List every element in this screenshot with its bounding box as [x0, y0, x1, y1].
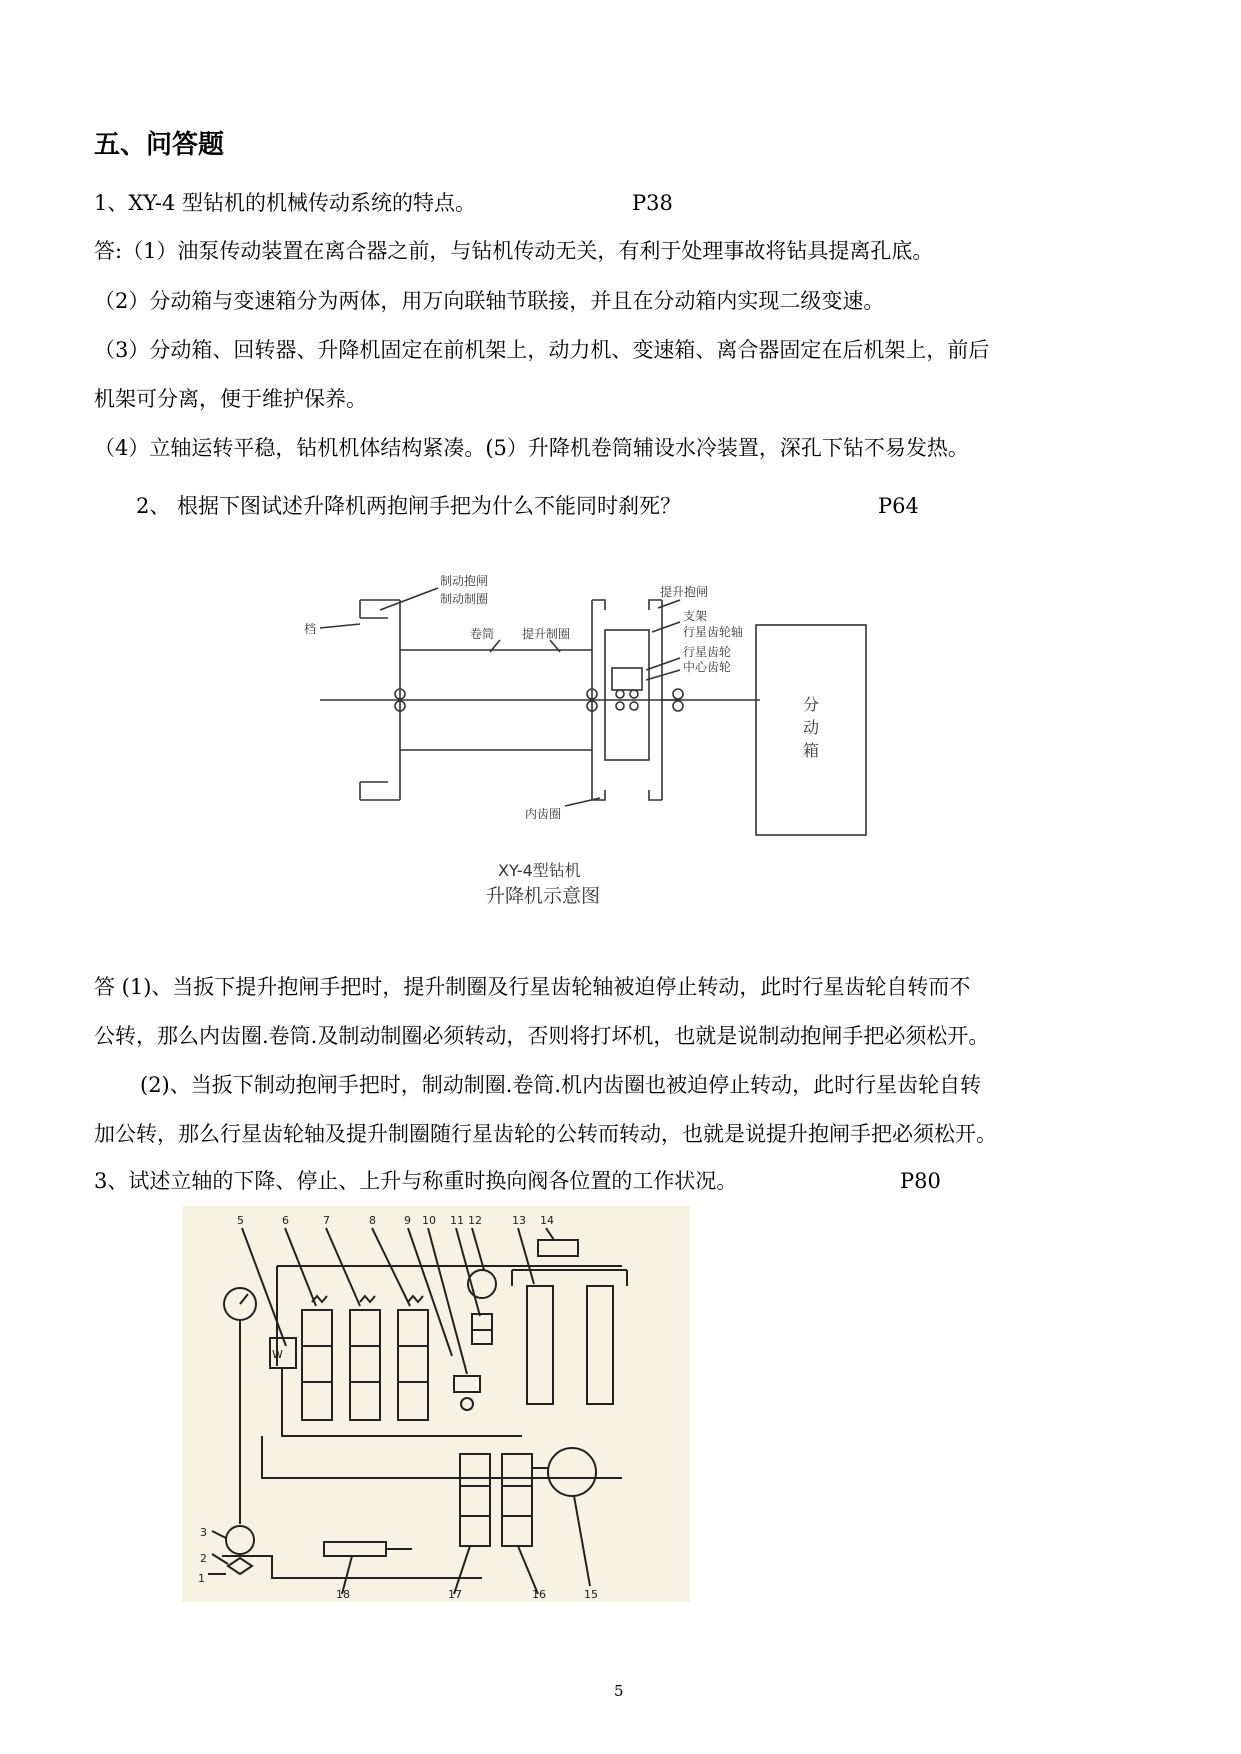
- label-lift-band: 提升抱闸: [660, 585, 709, 599]
- answer-2-point-1: 答 (1)、当扳下提升抱闸手把时，提升制圈及行星齿轮轴被迫停止转动，此时行星齿轮自转而不: [94, 975, 971, 999]
- fig2-label-9: 9: [404, 1214, 411, 1227]
- label-sun-gear: 中心齿轮: [683, 660, 732, 674]
- fig2-label-15: 15: [584, 1588, 598, 1601]
- question-2-page-ref: P64: [878, 494, 919, 518]
- fig2-label-3: 3: [200, 1526, 207, 1539]
- question-1-page-ref: P38: [632, 191, 673, 215]
- fig2-label-1: 1: [198, 1572, 205, 1585]
- question-1-title: 1、XY-4 型钻机的机械传动系统的特点。: [94, 191, 476, 215]
- fig2-label-17: 17: [448, 1588, 462, 1601]
- question-3-title: 3、试述立轴的下降、停止、上升与称重时换向阀各位置的工作状况。: [94, 1169, 738, 1193]
- label-inner-gear: 内齿圈: [525, 807, 562, 821]
- label-gearbox-1: 分: [803, 695, 820, 714]
- label-brake-ring: 制动制圈: [440, 592, 489, 606]
- label-drum: 卷筒: [470, 627, 495, 641]
- fig2-label-11: 11: [450, 1214, 464, 1227]
- answer-1-point-3-cont: 机架可分离，便于维护保养。: [94, 387, 367, 411]
- fig2-label-2: 2: [200, 1552, 207, 1565]
- answer-1-point-1: 答:（1）油泵传动装置在离合器之前，与钻机传动无关，有利于处理事故将钻具提离孔底。: [94, 239, 934, 263]
- answer-1-point-3: （3）分动箱、回转器、升降机固定在前机架上，动力机、变速箱、离合器固定在后机架上，前后: [94, 338, 990, 362]
- answer-2-point-2: (2)、当扳下制动抱闸手把时，制动制圈.卷筒.机内齿圈也被迫停止转动，此时行星齿轮自转: [140, 1073, 982, 1097]
- fig2-label-6: 6: [282, 1214, 289, 1227]
- page-number: 5: [614, 1682, 624, 1700]
- figure-1-caption-line-2: 升降机示意图: [486, 885, 601, 907]
- fig2-label-14: 14: [540, 1214, 554, 1227]
- label-bracket: 支架: [683, 609, 708, 623]
- fig2-motor-label: W: [272, 1348, 283, 1361]
- label-gearbox-3: 箱: [803, 741, 820, 760]
- answer-1-point-2: （2）分动箱与变速箱分为两体，用万向联轴节联接，并且在分动箱内实现二级变速。: [94, 289, 885, 313]
- label-lift-ring: 提升制圈: [522, 627, 571, 641]
- fig2-label-12: 12: [468, 1214, 482, 1227]
- label-planet-shaft: 行星齿轮轴: [683, 625, 744, 639]
- label-gearbox-2: 动: [803, 718, 820, 737]
- hydraulic-system-figure: [182, 1206, 690, 1602]
- label-planet-gear: 行星齿轮: [683, 645, 732, 659]
- label-rib: 档: [304, 622, 317, 636]
- answer-2-point-1-cont: 公转，那么内齿圈.卷筒.及制动制圈必须转动，否则将打坏机，也就是说制动抱闸手把必须松开。: [94, 1024, 990, 1048]
- section-heading: 五、问答题: [94, 130, 225, 160]
- question-2-title: 2、 根据下图试述升降机两抱闸手把为什么不能同时刹死？: [136, 494, 682, 518]
- question-3-page-ref: P80: [900, 1169, 941, 1193]
- fig2-label-18: 18: [336, 1588, 350, 1601]
- answer-2-point-2-cont: 加公转，那么行星齿轮轴及提升制圈随行星齿轮的公转而转动，也就是说提升抱闸手把必须松开。: [94, 1122, 997, 1146]
- label-brake-band: 制动抱闸: [440, 574, 489, 588]
- fig2-label-7: 7: [323, 1214, 330, 1227]
- fig2-label-5: 5: [237, 1214, 244, 1227]
- fig2-label-13: 13: [512, 1214, 526, 1227]
- fig2-label-10: 10: [422, 1214, 436, 1227]
- fig2-label-8: 8: [369, 1214, 376, 1227]
- figure-1-caption-line-1: XY-4型钻机: [498, 861, 581, 880]
- hoist-schematic-figure: [260, 540, 910, 940]
- answer-1-point-4: （4）立轴运转平稳，钻机机体结构紧凑。(5）升降机卷筒辅设水冷装置，深孔下钻不易发热。: [94, 436, 969, 460]
- fig2-label-16: 16: [532, 1588, 546, 1601]
